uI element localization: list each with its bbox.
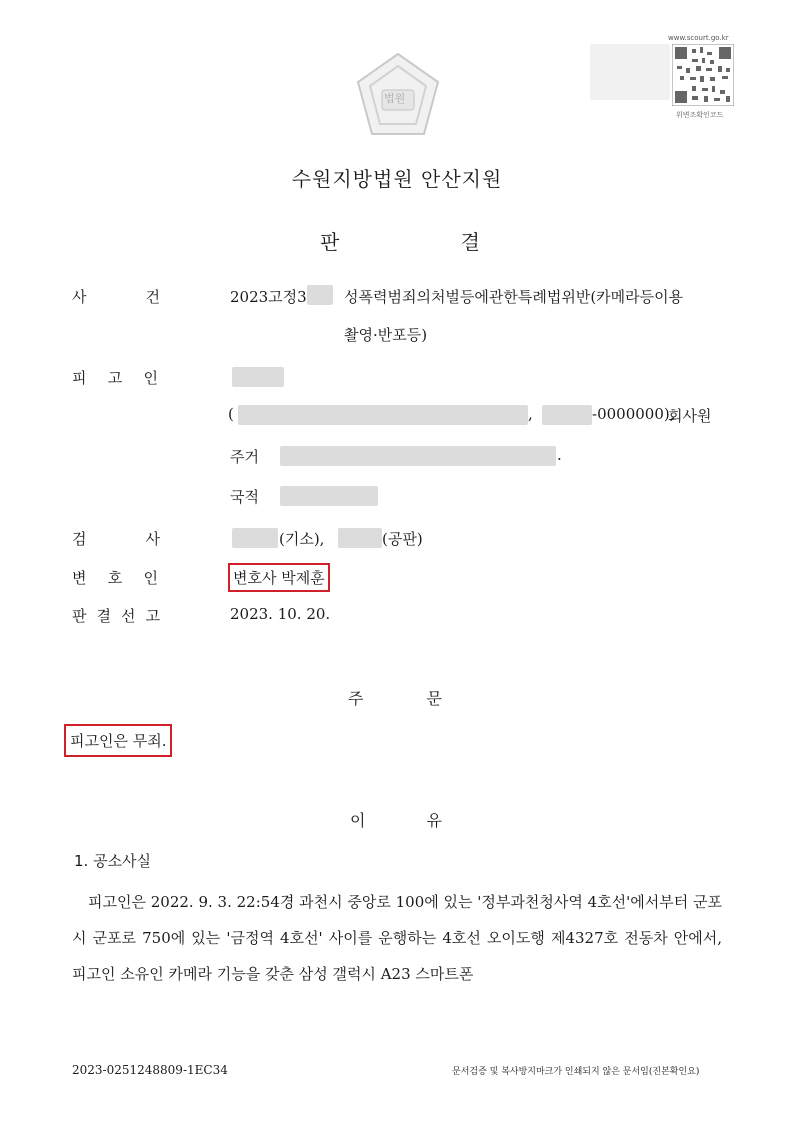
- qr-label: 위변조확인코드: [676, 111, 724, 119]
- reasons-paragraph: 피고인은 2022. 9. 3. 22:54경 과천시 중앙로 100에 있는 '정부과천청사역 4호선'에서부터 군포시 군포로 750에 있는 '금정역 4호선' 사이를 운행하는 4호선 오이도행 제4327호 전동차 안에서, 피고인 소유인 카메라 기능을 갖춘 삼성 갤럭시 A23 스마트폰: [72, 893, 722, 983]
- order-text: 피고인은 무죄.: [64, 724, 172, 757]
- defendant-occupation: 회사원: [668, 407, 712, 425]
- redacted-block: [280, 446, 556, 466]
- redacted-block: [232, 367, 284, 387]
- document-code: 2023-0251248809-1EC34: [72, 1063, 228, 1077]
- case-label: 사 건: [72, 288, 160, 306]
- redacted-block: [307, 285, 333, 305]
- prosecutor-role2: (공판): [382, 530, 423, 548]
- court-name: 수원지방법원 안산지원: [291, 167, 503, 191]
- document-title: 판 결: [320, 230, 480, 254]
- case-title-line1: 성폭력범죄의처벌등에관한특례법위반(카메라등이용: [344, 288, 684, 306]
- redacted-block: [542, 405, 592, 425]
- redacted-block: [280, 486, 378, 506]
- qr-url: www.scourt.go.kr: [668, 34, 729, 42]
- copy-notice: 문서검증 및 복사방지마크가 인쇄되지 않은 문서임(진본확인요): [452, 1067, 700, 1077]
- counsel-label: 변 호 인: [72, 569, 158, 587]
- order-heading: 주 문: [348, 689, 442, 708]
- nationality-label: 국적: [230, 488, 259, 506]
- prosecutor-label: 검 사: [72, 530, 160, 548]
- case-number: 2023고정3: [230, 288, 307, 306]
- defendant-id-suffix: -0000000),: [592, 405, 675, 423]
- redacted-block: [590, 44, 670, 100]
- counsel-name: 변호사 박제훈: [228, 563, 330, 592]
- redacted-block: [338, 528, 382, 548]
- reasons-heading: 이 유: [350, 811, 442, 830]
- redacted-block: [232, 528, 278, 548]
- seal-text: 법원: [384, 92, 406, 105]
- section-subheading: 1. 공소사실: [74, 852, 152, 870]
- defendant-label: 피 고 인: [72, 369, 158, 387]
- residence-label: 주거: [230, 448, 259, 466]
- case-title-line2: 촬영·반포등): [344, 326, 428, 344]
- redacted-block: [238, 405, 528, 425]
- qr-code-icon: [672, 44, 734, 106]
- verdict-date-label: 판 결 선 고: [72, 607, 160, 625]
- prosecutor-role1: (기소),: [279, 530, 325, 548]
- verdict-date: 2023. 10. 20.: [230, 605, 331, 623]
